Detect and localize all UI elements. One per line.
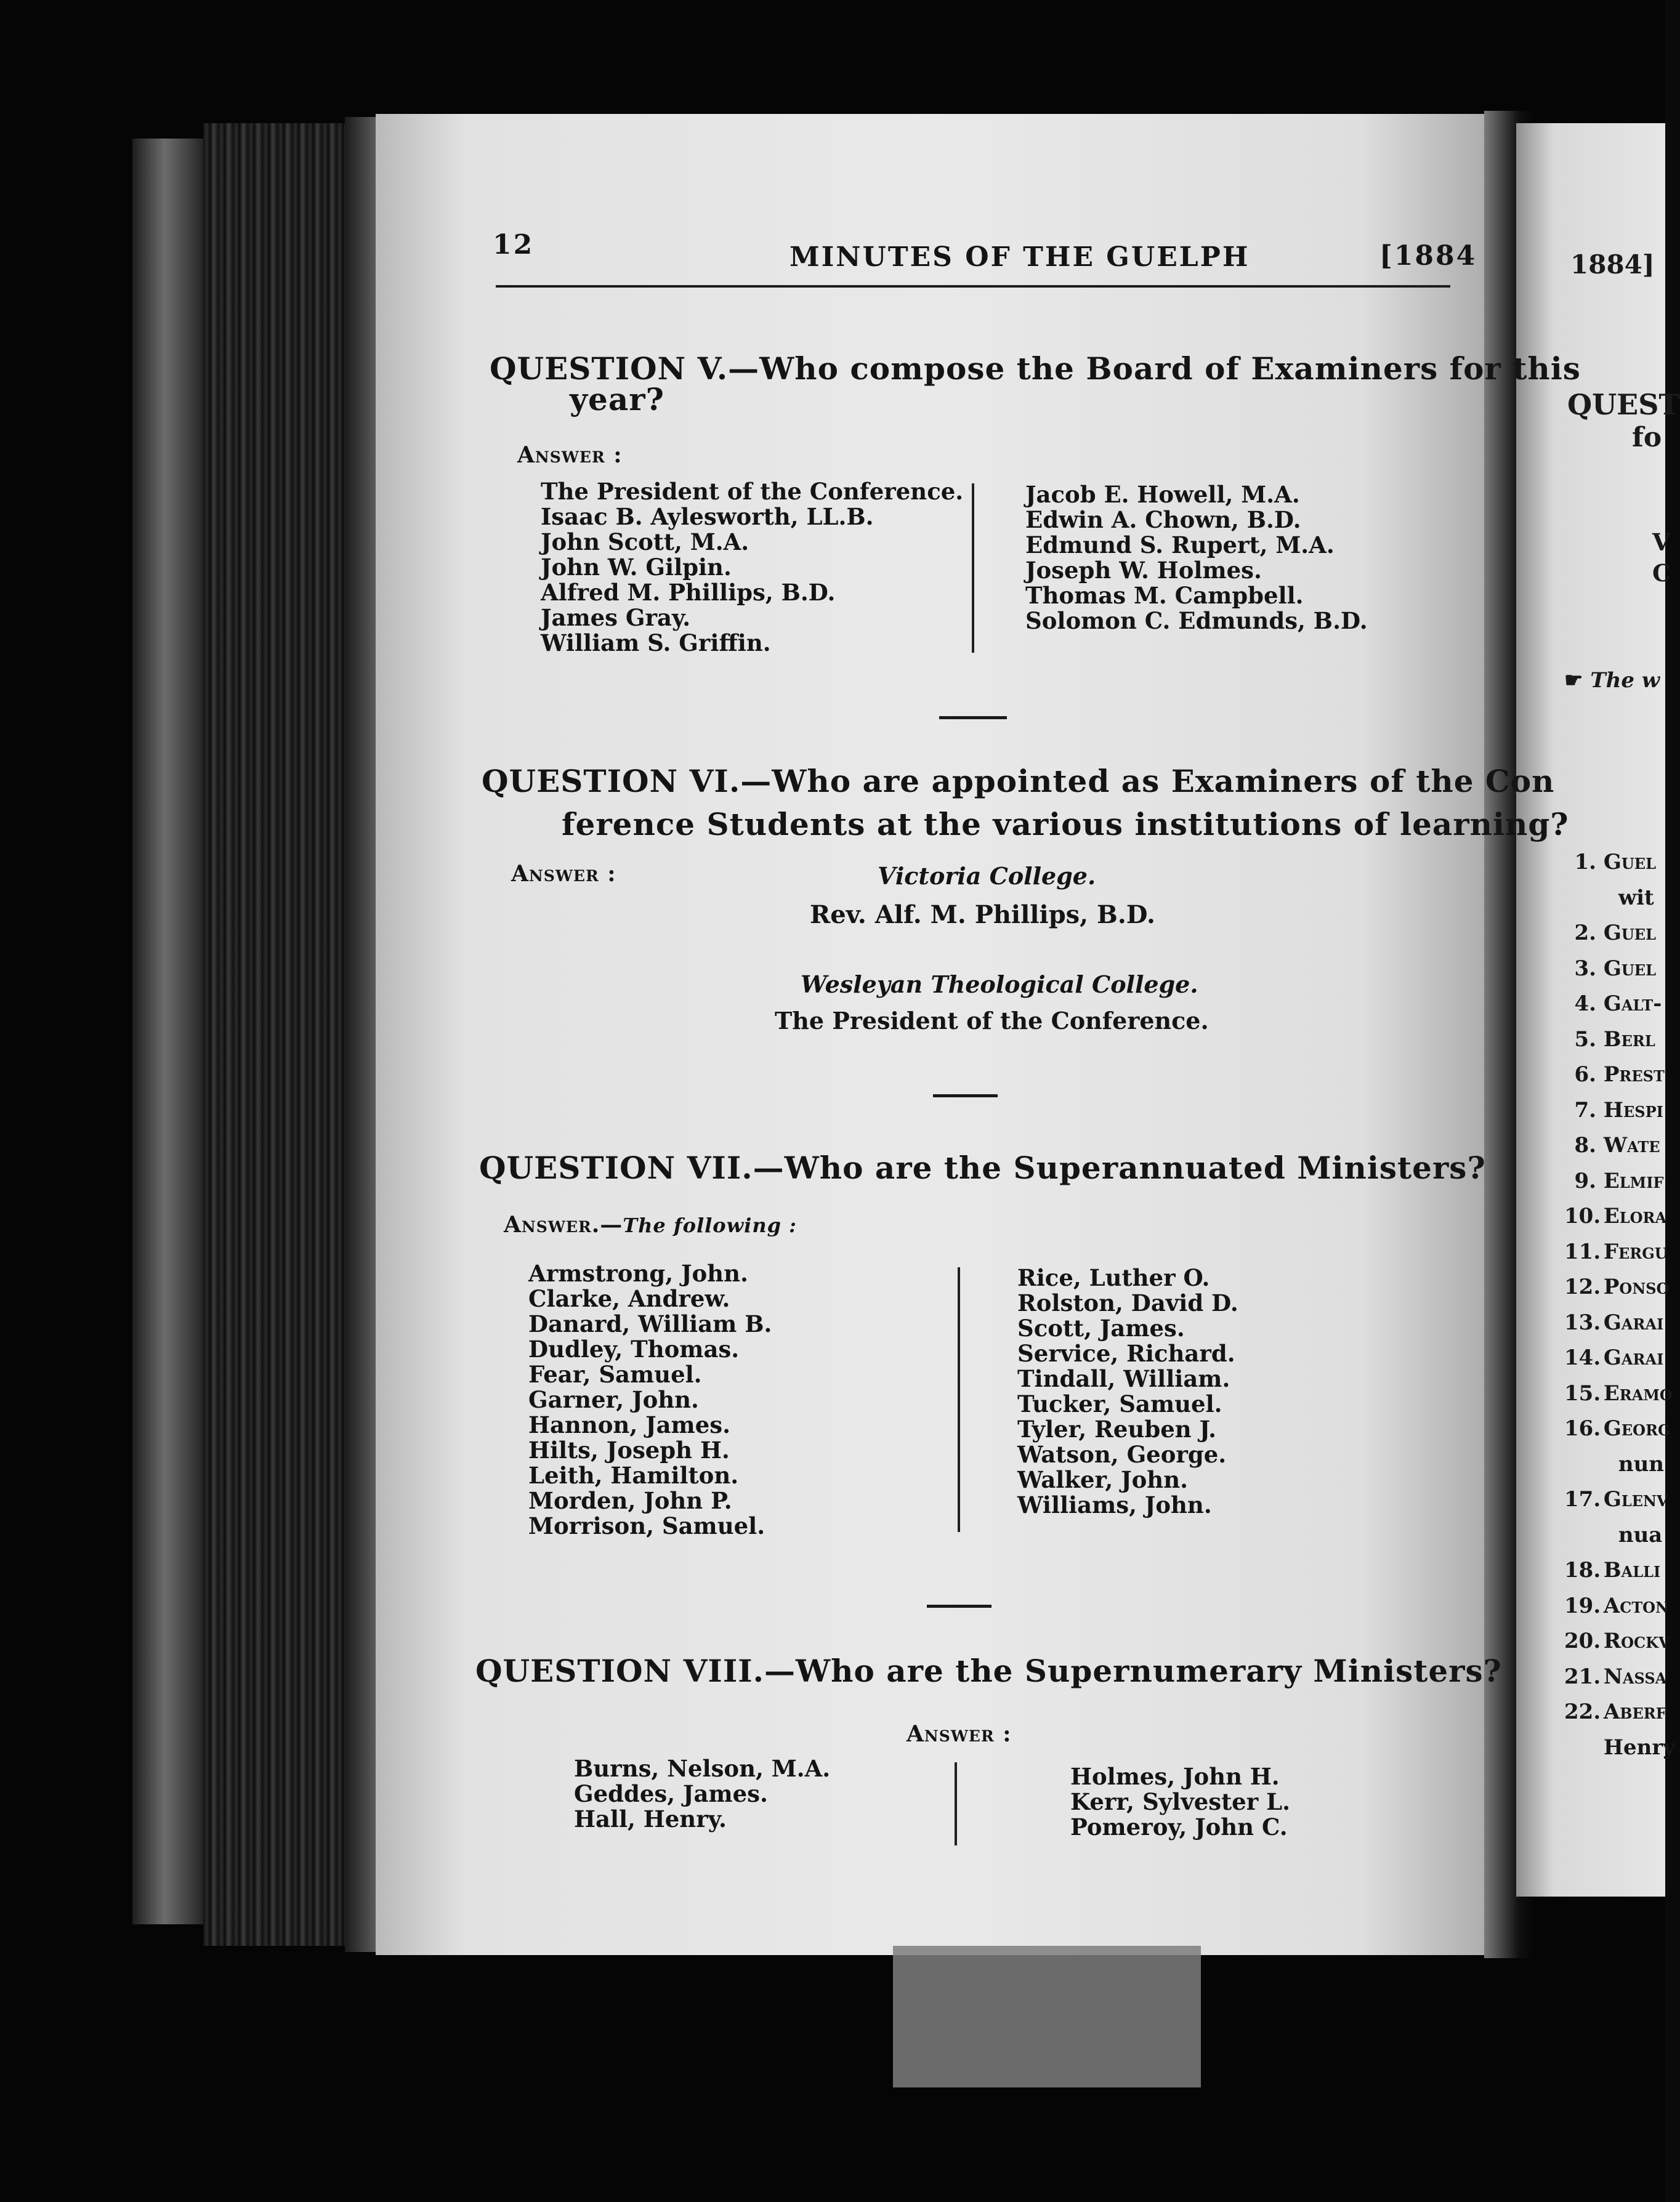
question-5-title: QUESTION V.—Who compose the Board of Examiners for this [490,350,1581,387]
list-item: Tindall, William. [1017,1365,1230,1392]
right-page-year: 1884] [1570,249,1655,280]
list-item: Watson, George. [1017,1441,1227,1468]
list-item: 15. Eramo [1564,1381,1673,1406]
pointing-hand-icon: ☛ [1564,668,1583,693]
list-item: Leith, Hamilton. [528,1462,739,1489]
film-blemish [893,1946,1201,2087]
question-8-answer-label: Answer : [907,1721,1012,1747]
list-item: Garner, John. [528,1386,699,1413]
list-item: Danard, William B. [528,1310,772,1337]
question-5-left-list [541,479,963,656]
list-item: Geddes, James. [574,1780,768,1807]
list-item: nua [1618,1522,1663,1547]
list-item: Edmund S. Rupert, M.A. [1025,531,1335,559]
list-item: Tyler, Reuben J. [1017,1416,1217,1443]
running-title: MINUTES OF THE GUELPH [790,241,1250,273]
list-item: Clarke, Andrew. [528,1285,730,1312]
list-item: 8. Wate [1574,1133,1660,1158]
page-number: 12 [493,229,535,260]
list-item: Williams, John. [1017,1491,1212,1518]
list-item: Walker, John. [1017,1466,1188,1493]
list-item: wit [1618,885,1654,910]
list-item: 22. Aberf [1564,1700,1666,1724]
list-item: Pomeroy, John C. [1070,1813,1288,1841]
list-item: Isaac B. Aylesworth, LL.B. [541,503,874,530]
question-5-answer-label: Answer : [517,442,623,468]
examiner-name: The President of the Conference. [775,1007,1209,1034]
list-item: 20. Rockv [1564,1629,1670,1653]
list-item: Joseph W. Holmes. [1025,557,1262,584]
list-item: Hannon, James. [528,1411,730,1438]
list-item: Alfred M. Phillips, B.D. [541,579,836,606]
right-page-question-cont: fo [1632,422,1662,453]
college-name: Wesleyan Theological College. [801,970,1198,998]
question-8-title: QUESTION VIII.—Who are the Supernumerary Ministers? [475,1653,1502,1689]
list-item: 13. Garai [1564,1310,1664,1335]
list-item: 10. Elora [1564,1204,1667,1228]
list-item: James Gray. [541,604,691,631]
column-divider [958,1267,960,1532]
list-item: Henry [1603,1735,1675,1760]
right-page-letter: C [1652,559,1671,587]
column-divider [972,483,974,653]
list-item: Holmes, John H. [1070,1763,1280,1790]
list-item: William S. Griffin. [541,629,771,656]
list-item: Hilts, Joseph H. [528,1437,730,1464]
question-7-right-list [1017,1265,1238,1518]
list-item: Service, Richard. [1017,1340,1235,1367]
question-6-answer-label: Answer : [511,861,616,887]
column-divider [955,1762,957,1845]
list-item: 9. Elmif [1574,1168,1664,1193]
question-6-title-cont: ference Students at the various institutions of learning? [562,806,1569,842]
list-item: 11. Fergu [1564,1239,1668,1264]
list-item: John W. Gilpin. [541,554,732,581]
book-cover-edge [132,139,212,1924]
list-item: 14. Garai [1564,1345,1664,1370]
list-item: nun [1618,1451,1665,1477]
list-item: 21. Nassa [1564,1664,1667,1689]
list-item: Morrison, Samuel. [528,1512,765,1539]
list-item: Scott, James. [1017,1315,1185,1342]
right-page-letter: V [1652,528,1671,556]
list-item: Edwin A. Chown, B.D. [1025,506,1301,533]
right-page-list [1564,845,1675,1765]
list-item: Fear, Samuel. [528,1361,702,1388]
right-page-note: ☛ The w [1564,668,1660,693]
list-item: 3. Guel [1574,956,1656,981]
list-item: Hall, Henry. [574,1805,727,1833]
list-item: Morden, John P. [528,1487,732,1514]
list-item: 12. Ponso [1564,1275,1670,1299]
list-item: Tucker, Samuel. [1017,1390,1222,1418]
list-item: Jacob E. Howell, M.A. [1025,481,1300,508]
list-item: Rice, Luther O. [1017,1264,1210,1291]
question-7-left-list [528,1261,772,1539]
question-7-answer-label: Answer.—The following : [504,1212,797,1238]
list-item: Armstrong, John. [528,1260,748,1287]
list-item: Kerr, Sylvester L. [1070,1788,1290,1815]
list-item: Thomas M. Campbell. [1025,582,1304,609]
list-item: Dudley, Thomas. [528,1336,740,1363]
question-5-right-list [1025,482,1368,634]
question-6-title: QUESTION VI.—Who are appointed as Examiners of the Con [482,763,1555,799]
question-7-title: QUESTION VII.—Who are the Superannuated Ministers? [479,1150,1486,1186]
college-name: Victoria College. [878,862,1096,890]
section-separator [939,716,1007,719]
list-item: 19. Acton [1564,1593,1670,1618]
list-item: 17. Glenv [1564,1487,1668,1512]
list-item: John Scott, M.A. [541,528,749,555]
section-separator [927,1605,991,1608]
list-item: 2. Guel [1574,921,1656,945]
running-year: [1884 [1379,240,1477,272]
list-item: The President of the Conference. [541,478,964,505]
list-item: 16. Georg [1564,1416,1671,1441]
list-item: 1. Guel [1574,850,1656,874]
question-8-right-list [1070,1764,1290,1840]
section-separator [933,1094,998,1097]
list-item: 7. Hespi [1574,1097,1663,1123]
list-item: 6. Prest [1574,1062,1665,1087]
list-item: 5. Berl [1574,1026,1655,1052]
list-item: Rolston, David D. [1017,1289,1238,1317]
question-5-title-cont: year? [570,381,664,417]
list-item: Burns, Nelson, M.A. [574,1755,831,1782]
question-8-left-list [574,1756,830,1832]
list-item: 4. Galt- [1574,991,1662,1016]
examiner-name: Rev. Alf. M. Phillips, B.D. [810,900,1155,929]
header-rule [496,285,1450,288]
list-item: 18. Balli [1564,1558,1661,1583]
list-item: Solomon C. Edmunds, B.D. [1025,607,1368,634]
right-page-question: QUEST [1567,388,1680,421]
